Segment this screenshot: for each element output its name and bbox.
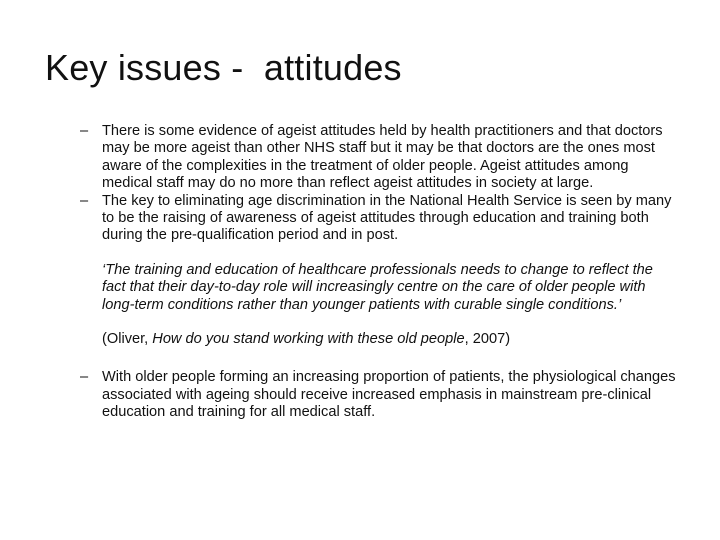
bullet-text-1: There is some evidence of ageist attitudes held by health practitioners and that doctors may be more ageist than other NHS staff but it may be that doctors are the ones most aware of the complexities in the treatment of older people. Ageist attitudes among medical staff may do no more than reflect ageist attitudes in society at large. xyxy=(102,123,663,192)
citation-book-title: How do you stand working with these old people xyxy=(152,331,465,348)
slide-body xyxy=(80,123,680,422)
bullet-item-2 xyxy=(80,193,680,245)
quotation: ‘The training and education of healthcare professionals needs to change to reflect the fact that their day-to-day role will increasingly centre on the care of older people with long-term conditions rather than younger patients with curable single conditions.’ xyxy=(102,261,653,313)
bullet-item-3 xyxy=(80,369,680,421)
citation xyxy=(80,331,680,348)
bullet-text-2: The key to eliminating age discrimination in the National Health Service is seen by many to be the raising of awareness of ageist attitudes through education and training both during the pre-qualification period and in post. xyxy=(102,192,672,244)
bullet-item-1 xyxy=(80,123,680,193)
bullet-dash-3: – xyxy=(80,369,89,386)
citation-suffix: , 2007) xyxy=(464,331,511,348)
bullet-dash-1: – xyxy=(80,123,89,139)
slide-title: Key issues - attitudes xyxy=(45,47,402,88)
bullet-dash-2: – xyxy=(80,192,89,209)
citation-prefix: (Oliver, xyxy=(102,331,153,348)
bullet-text-3: With older people forming an increasing proportion of patients, the physiological changes associated with ageing should receive increased emphasis in mainstream pre-clinical education and training for all medical staff. xyxy=(102,369,676,421)
